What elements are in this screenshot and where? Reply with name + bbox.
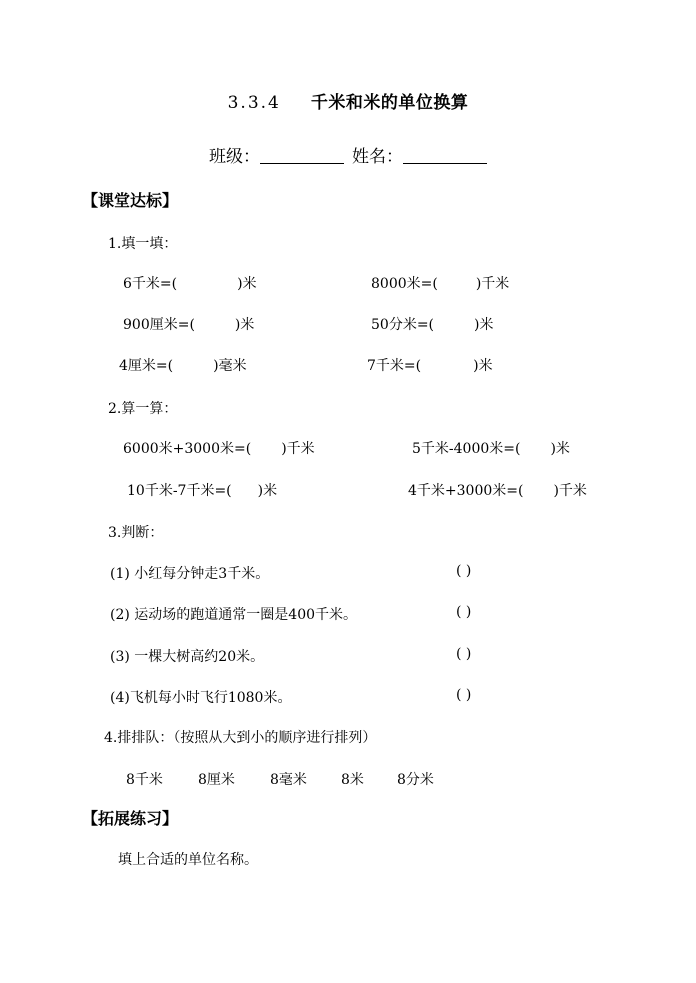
q2-item-4: 4千米+3000米=( )千米 <box>408 483 587 499</box>
title-text: 千米和米的单位换算 <box>310 93 469 113</box>
q3-answer-blank-2[interactable]: ( ) <box>456 604 472 620</box>
q2-heading: 2.算一算： <box>108 401 178 417</box>
q1-item-2: 8000米=( )千米 <box>371 276 510 292</box>
q1-item-1: 6千米=( )米 <box>123 276 257 292</box>
class-blank[interactable] <box>260 147 344 164</box>
q3-item-1: (1) 小红每分钟走3千米。 <box>110 566 270 582</box>
q1-item-6: 7千米=( )米 <box>367 358 493 374</box>
q4-item-2: 8厘米 <box>198 772 235 788</box>
q3-heading: 3.判断： <box>108 525 164 541</box>
section-extension-heading: 【拓展练习】 <box>82 809 179 828</box>
q4-item-3: 8毫米 <box>270 772 307 788</box>
q2-item-1: 6000米+3000米=( )千米 <box>123 441 315 457</box>
q4-heading: 4.排排队：（按照从大到小的顺序进行排列） <box>104 730 377 746</box>
q3-answer-blank-3[interactable]: ( ) <box>456 646 472 662</box>
q3-answer-blank-1[interactable]: ( ) <box>456 563 472 579</box>
name-blank[interactable] <box>403 147 487 164</box>
q3-item-4: (4)飞机每小时飞行1080米。 <box>110 690 292 706</box>
extension-instruction: 填上合适的单位名称。 <box>118 852 258 868</box>
title-number: 3.3.4 <box>227 93 281 113</box>
page-title <box>0 88 696 113</box>
class-name-line <box>0 142 696 167</box>
class-label: 班级： <box>209 147 260 167</box>
q2-item-3: 10千米-7千米=( )米 <box>127 483 278 499</box>
q1-item-5: 4厘米=( )毫米 <box>119 358 247 374</box>
q4-item-4: 8米 <box>341 772 364 788</box>
q4-item-5: 8分米 <box>397 772 434 788</box>
q1-item-4: 50分米=( )米 <box>371 317 494 333</box>
q1-heading: 1.填一填： <box>108 236 178 252</box>
name-label: 姓名： <box>352 147 403 167</box>
q4-item-1: 8千米 <box>126 772 163 788</box>
q3-answer-blank-4[interactable]: ( ) <box>456 687 472 703</box>
section-classroom-heading: 【课堂达标】 <box>82 191 179 210</box>
q1-item-3: 900厘米=( )米 <box>123 317 255 333</box>
q3-item-2: (2) 运动场的跑道通常一圈是400千米。 <box>110 607 358 623</box>
q2-item-2: 5千米-4000米=( )米 <box>412 441 570 457</box>
q3-item-3: (3) 一棵大树高约20米。 <box>110 649 265 665</box>
